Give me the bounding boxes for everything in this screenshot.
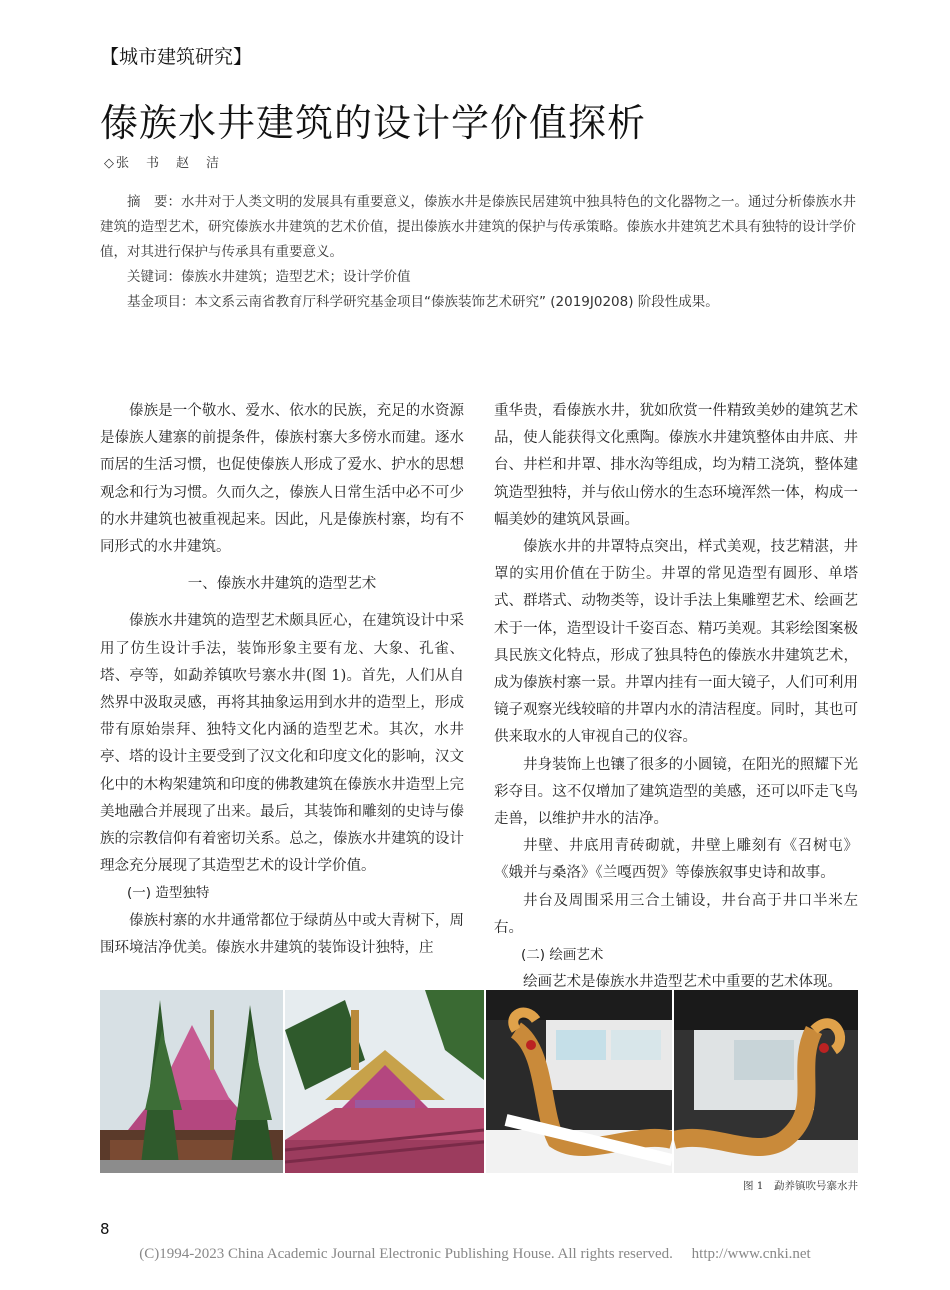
photo-well-dragon-2: [674, 990, 858, 1173]
section-tag: 【城市建筑研究】: [100, 46, 253, 68]
paragraph: 井身装饰上也镶了很多的小圆镜，在阳光的照耀下光彩夺目。这不仅增加了建筑造型的美感，还可以吓走飞鸟走兽，以维护井水的洁净。: [494, 756, 858, 828]
paragraph: 傣族水井的井罩特点突出，样式美观，技艺精湛，井罩的实用价值在于防尘。井罩的常见造型有圆形、单塔式、群塔式、动物类等，设计手法上集雕塑艺术、绘画艺术于一体，造型设计千姿百态、精巧美观。其彩绘图案极具民族文化特点，形成了独具特色的傣族水井建筑艺术，成为傣族村寨一景。井罩内挂有一面大镜子，人们可利用镜子观察光线较暗的井罩内水的清洁程度。同时，其也可供来取水的人审视自己的仪容。: [494, 539, 858, 746]
paragraph: 井台及周围采用三合土铺设，井台高于井口半米左右。: [494, 892, 858, 936]
photo-well-dragon-1: [486, 990, 672, 1173]
photo-well-trees: [100, 990, 283, 1173]
photo-well-roof: [285, 990, 484, 1173]
paragraph: 重华贵，看傣族水井，犹如欣赏一件精致美妙的建筑艺术品，使人能获得文化熏陶。傣族水井建筑整体由井底、井台、井栏和井罩、排水沟等组成，均为精工浇筑，整体建筑造型独特，并与依山傍水的生态环境浑然一体，构成一幅美妙的建筑风景画。: [494, 403, 858, 528]
paragraph: 绘画艺术是傣族水井造型艺术中重要的艺术体现。: [523, 974, 842, 991]
keywords: 关键词：傣族水井建筑；造型艺术；设计学价值: [127, 269, 411, 285]
subsection-heading: (二) 绘画艺术: [521, 947, 604, 964]
paragraph: 井壁、井底用青砖砌就，井壁上雕刻有《召树屯》《娥并与桑洛》《兰嘎西贺》等傣族叙事史诗和故事。: [494, 838, 858, 882]
copyright-notice: (C)1994-2023 China Academic Journal Electronic Publishing House. All rights reserved. http://www.cnki.net: [139, 1246, 811, 1262]
page-number: 8: [100, 1220, 110, 1238]
paragraph: 傣族水井建筑的造型艺术颇具匠心，在建筑设计中采用了仿生设计手法，装饰形象主要有龙、大象、孔雀、塔、亭等，如勐养镇吹号寨水井(图 1)。首先，人们从自然界中汲取灵感，再将其抽象运用到水井的造型上，形成带有原始崇拜、独特文化内涵的造型艺术。其次，水井亭、塔的设计主要受到了汉文化和印度文化的影响，汉文化中的木构架建筑和印度的佛教建筑在傣族水井造型上完美地融合并展现了出来。最后，其装饰和雕刻的史诗与傣族的宗教信仰有着密切关系。总之，傣族水井建筑的设计理念充分展现了其造型艺术的设计学价值。: [100, 613, 464, 875]
paragraph: 傣族是一个敬水、爱水、依水的民族，充足的水资源是傣族人建寨的前提条件，傣族村寨大多傍水而建。逐水而居的生活习惯，也促使傣族人形成了爱水、护水的思想观念和行为习惯。久而久之，傣族人日常生活中必不可少的水井建筑也被重视起来。因此，凡是傣族村寨，均有不同形式的水井建筑。: [100, 403, 464, 556]
right-column: [494, 398, 858, 996]
authors: ◇张 书 赵 洁: [104, 156, 221, 171]
abstract-text: 摘 要：水井对于人类文明的发展具有重要意义，傣族水井是傣族民居建筑中独具特色的文化器物之一。通过分析傣族水井建筑的造型艺术，研究傣族水井建筑的艺术价值，提出傣族水井建筑的保护与传承策略。傣族水井建筑艺术具有独特的设计学价值，对其进行保护与传承具有重要意义。: [100, 194, 856, 260]
fund-info: 基金项目：本文系云南省教育厅科学研究基金项目“傣族装饰艺术研究” (2019J0208) 阶段性成果。: [127, 294, 719, 310]
paragraph: 傣族村寨的水井通常都位于绿荫丛中或大青树下，周围环境洁净优美。傣族水井建筑的装饰设计独特，庄: [100, 912, 464, 956]
subsection-heading: (一) 造型独特: [127, 885, 210, 902]
article-title: 傣族水井建筑的设计学价值探析: [100, 101, 647, 145]
figure-caption: 图 1 勐养镇吹号寨水井: [742, 1180, 858, 1192]
left-column: [100, 398, 464, 962]
section-heading: 一、傣族水井建筑的造型艺术: [187, 576, 377, 593]
abstract-block: [100, 190, 858, 315]
figure-photos: [100, 990, 858, 1173]
